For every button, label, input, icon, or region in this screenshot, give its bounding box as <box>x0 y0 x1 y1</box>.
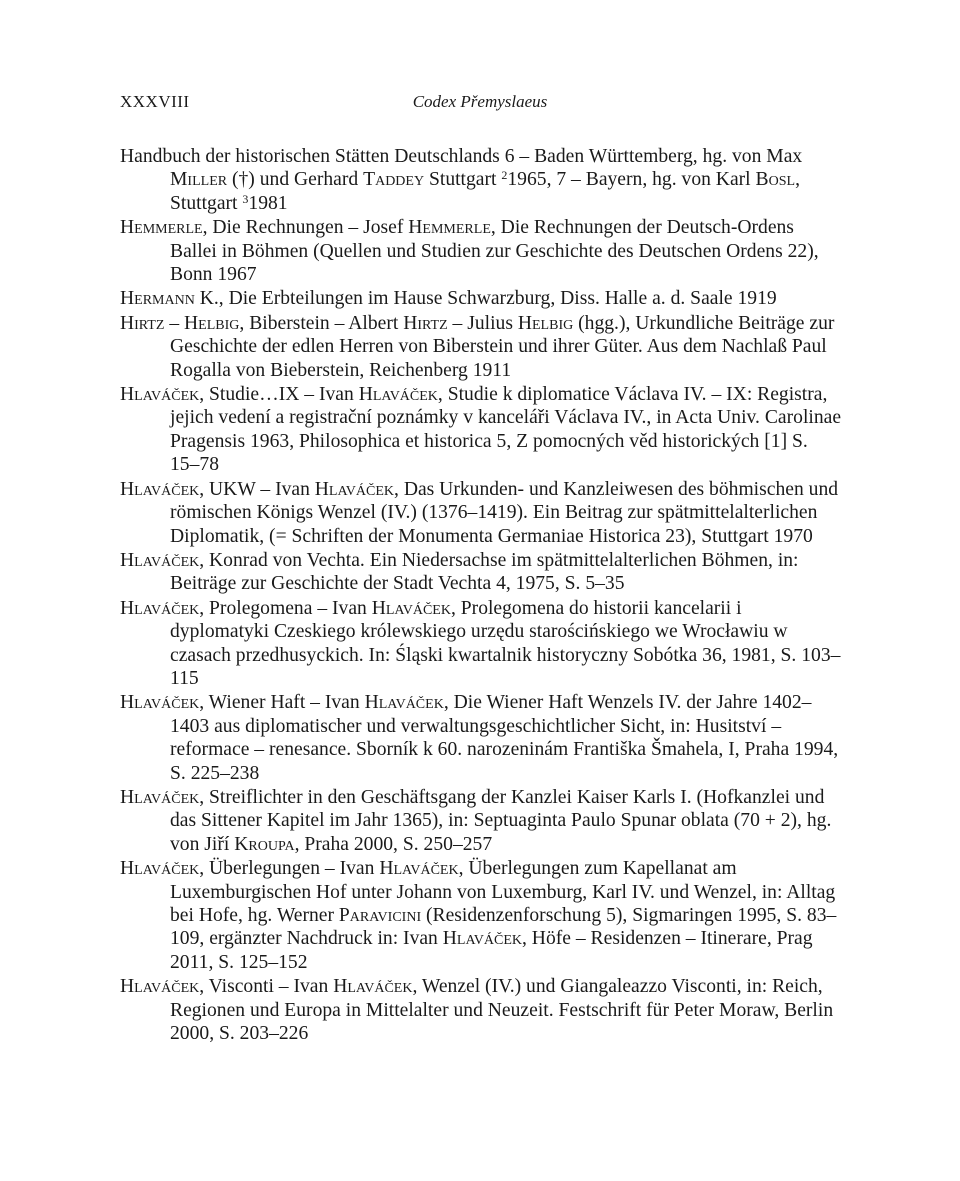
author-name: Taddey <box>363 169 425 191</box>
entry-text: Stuttgart <box>424 169 502 191</box>
bibliography-entry <box>120 975 842 1045</box>
author-name: Hlaváček <box>371 597 451 619</box>
author-name: Hlaváček <box>120 976 200 998</box>
author-name: Hermann <box>120 288 195 310</box>
bibliography-entry <box>120 786 842 856</box>
edition-superscript: 2 <box>501 168 508 183</box>
entry-text: , Streiflichter in den Geschäftsgang der Kanzlei Kaiser Karls I. (Hofkanzlei und das Sittener Kapitel im Jahr 1365), in: Septuaginta Paulo Spunar oblata (70 + 2), hg. von Jiří <box>170 786 832 855</box>
entry-text: Handbuch der historischen Stätten Deutschlands 6 – Baden Württemberg, hg. von Max <box>120 146 803 167</box>
bibliography-entry <box>120 216 842 286</box>
bibliography-entry <box>120 312 842 382</box>
author-name: Paravicini <box>338 905 422 926</box>
entry-text: , Wenzel (IV.) und Giangaleazzo Visconti, in: Reich, Regionen und Europa in Mittelalter und Neuzeit. Festschrift für Peter Moraw, Berlin 2000, S. 203–226 <box>170 976 834 1045</box>
author-name: Hlaváček <box>333 976 413 998</box>
entry-text: , Höfe – Residenzen – Itinerare, Prag 2011, S. 125–152 <box>170 928 813 973</box>
entry-text: , Das Urkunden- und Kanzleiwesen des böhmischen und römischen Königs Wenzel (IV.) (1376–1419). Ein Beitrag zur spätmittelalterlichen Diplomatik, (= Schriften der Monumenta Germaniae Historica 23), Stuttgart 1970 <box>170 478 839 547</box>
author-name: Bosl <box>755 169 796 191</box>
bibliography-entry <box>120 597 842 691</box>
author-name: Miller <box>170 169 228 191</box>
entry-text: K., Die Erbteilungen im Hause Schwarzburg, Diss. Halle a. d. Saale 1919 <box>194 288 777 310</box>
entry-text: , Konrad von Vechta. Ein Niedersachse im spätmittelalterlichen Böhmen, in: Beiträge zur Geschichte der Stadt Vechta 4, 1975, S. 5–35 <box>170 549 799 595</box>
entry-text: , Überlegungen zum Kapellanat am Luxemburgischen Hof unter Johann von Luxemburg, Karl IV. und Wenzel, in: Alltag bei Hofe, hg. Werner <box>170 858 836 926</box>
author-name: Hlaváček <box>442 928 522 950</box>
bibliography-entry <box>120 549 842 596</box>
entry-text: (†) und Gerhard <box>227 169 364 191</box>
entry-text: , Visconti – Ivan <box>199 976 334 998</box>
author-name: Hlaváček <box>379 858 459 880</box>
author-name: Hemmerle <box>120 217 203 239</box>
page-header <box>120 92 840 118</box>
bibliography-entry <box>120 287 842 310</box>
author-name: Hlaváček <box>314 478 395 500</box>
author-name: Helbig <box>517 312 574 334</box>
author-name: Hlaváček <box>120 549 200 571</box>
author-name: Hlaváček <box>120 478 200 500</box>
entry-text: 1965, 7 – Bayern, hg. von Karl <box>507 169 756 191</box>
bibliography-entry <box>120 857 842 974</box>
entry-text: (hgg.), Urkundliche Beiträge zur Geschichte der edlen Herren von Biberstein und ihrer Güter. Aus dem Nachlaß Paul Rogalla von Bieberstein, Reichenberg 1911 <box>170 312 835 381</box>
entry-text: 1981 <box>248 192 288 214</box>
author-name: Hlaváček <box>364 692 444 714</box>
author-name: Hirtz <box>403 312 448 334</box>
bibliography-entry <box>120 691 842 785</box>
entry-text: , Die Wiener Haft Wenzels IV. der Jahre 1402–1403 aus diplomatischer und verwaltungsgeschichtlicher Sicht, in: Husitství – reformace – renesance. Sborník k 60. narozeninám Františka Šmahela, I, Praha 1994, S. 225–238 <box>170 692 839 784</box>
entry-text: , Praha 2000, S. 250–257 <box>294 833 493 855</box>
author-name: Hlaváček <box>120 597 200 619</box>
entry-text: , Die Rechnungen der Deutsch-Ordens Ballei in Böhmen (Quellen und Studien zur Geschichte des Deutschen Ordens 22), Bonn 1967 <box>170 217 819 286</box>
edition-superscript: 3 <box>242 191 249 206</box>
entry-text: , Stuttgart <box>170 169 800 214</box>
entry-text: (Residenzenforschung 5), Sigmaringen 1995, S. 83–109, ergänzter Nachdruck in: Ivan <box>170 905 837 950</box>
running-title: Codex Přemyslaeus <box>412 92 548 111</box>
entry-text: , Wiener Haft – Ivan <box>199 692 365 714</box>
page-number: XXXVIII <box>120 92 190 111</box>
bibliography-entry <box>120 383 842 477</box>
author-name: Hlaváček <box>120 384 200 406</box>
entry-text: – Julius <box>447 312 518 334</box>
entry-text: , Die Rechnungen – Josef <box>202 217 409 239</box>
author-name: Hlaváček <box>120 786 200 808</box>
author-name: Hemmerle <box>408 217 491 239</box>
author-name: Hlaváček <box>358 384 438 406</box>
author-name: Kroupa <box>234 833 295 855</box>
entry-text: , Überlegungen – Ivan <box>199 858 380 880</box>
author-name: Hlaváček <box>120 692 200 714</box>
author-name: Hirtz <box>120 312 165 334</box>
entry-text: – <box>164 312 185 334</box>
author-name: Hlaváček <box>120 858 200 880</box>
entry-text: , Biberstein – Albert <box>239 312 404 334</box>
entry-text: , Prolegomena – Ivan <box>199 597 372 619</box>
bibliography-entry <box>120 145 842 215</box>
entry-text: , UKW – Ivan <box>199 478 315 500</box>
bibliography-entry <box>120 478 842 548</box>
entry-text: , Prolegomena do historii kancelarii i dyplomatyki Czeskiego królewskiego urzędu starościńskiego we Wrocławiu w czasach przedhusyckich. In: Śląski kwartalnik historyczny Sobótka 36, 1981, S. 103–115 <box>170 597 841 689</box>
entry-text: , Studie k diplomatice Václava IV. – IX: Registra, jejich vedení a registrační poznámky v kanceláři Václava IV., in Acta Univ. Carolinae Pragensis 1963, Philosophica et historica 5, Z pomocných věd historických [1] S. 15–78 <box>170 384 842 476</box>
entry-text: , Studie…IX – Ivan <box>199 384 359 406</box>
bibliography-list <box>120 145 842 1046</box>
author-name: Helbig <box>184 312 240 334</box>
